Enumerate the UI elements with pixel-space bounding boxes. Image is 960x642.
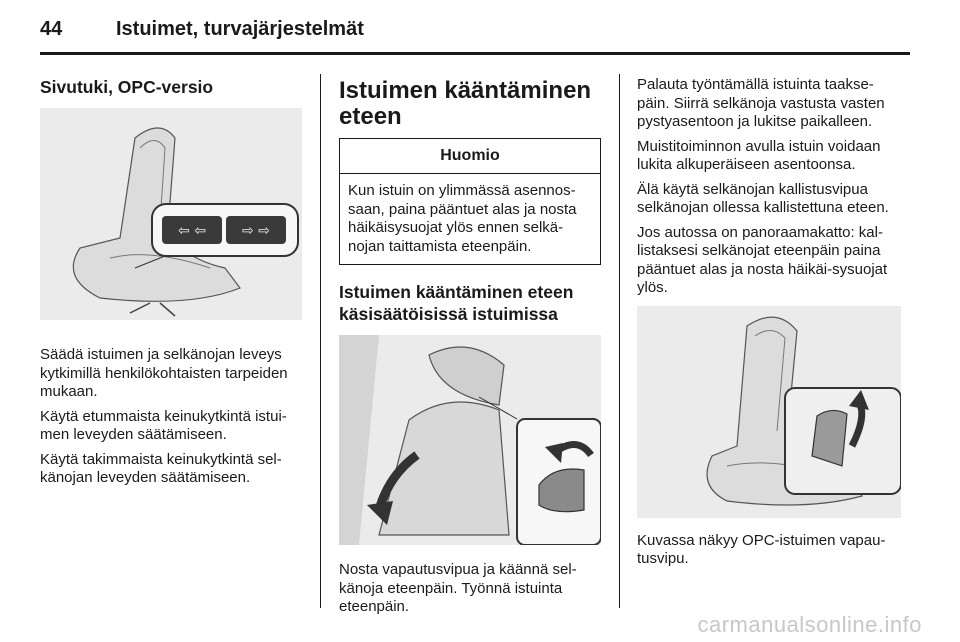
column-divider-1 xyxy=(320,74,321,608)
paragraph: Älä käytä selkänojan kallistusvipua selkänojan ollessa kallistettuna eteen. xyxy=(637,180,889,216)
subheading-line2: käsisäätöisissä istuimissa xyxy=(339,304,558,324)
watermark: carmanualsonline.info xyxy=(697,612,922,637)
section-heading-line1: Istuimen kääntäminen xyxy=(339,77,592,104)
paragraph: Nosta vapautusvipua ja käännä sel-känoja eteenpäin. Työnnä istuinta eteenpäin. xyxy=(339,561,577,615)
section-heading-line2: eteen xyxy=(339,103,402,130)
section-heading-side-support: Sivutuki, OPC-versio xyxy=(40,77,214,97)
header-rule xyxy=(40,52,910,55)
opc-release-lever-illustration xyxy=(637,306,901,518)
paragraph: Käytä etummaista keinukytkintä istui-men leveyden säätämiseen. xyxy=(40,407,287,443)
seat-folding-illustration xyxy=(339,335,601,545)
column-divider-2 xyxy=(619,74,620,608)
paragraph: Jos autossa on panoraamakatto: kal-listaksesi selkänojat eteenpäin paina pääntuet alas ja nosta häikäi-sysuojat ylös. xyxy=(637,223,888,296)
page-number: 44 xyxy=(40,18,63,40)
paragraph: Palauta työntämällä istuinta taakse-päin. Siirrä selkänoja vastusta vasten pystyasentoon ja lukitse paikalleen. xyxy=(637,76,885,130)
paragraph: Käytä takimmaista keinukytkintä sel-känojan leveyden säätämiseen. xyxy=(40,450,282,486)
svg-text:⇦ ⇦: ⇦ ⇦ xyxy=(178,223,206,239)
column-1 xyxy=(40,76,304,494)
paragraph: Säädä istuimen ja selkänojan leveys kytkimillä henkilökohtaisten tarpeiden mukaan. xyxy=(40,346,288,400)
subheading-line1: Istuimen kääntäminen eteen xyxy=(339,282,574,302)
column-3 xyxy=(637,76,905,575)
opc-seat-switch-illustration xyxy=(40,108,302,320)
image-caption: Kuvassa näkyy OPC-istuimen vapau-tusvipu. xyxy=(637,531,886,567)
note-box xyxy=(339,138,601,265)
svg-text:⇨ ⇨: ⇨ ⇨ xyxy=(242,223,270,239)
page-title: Istuimet, turvajärjestelmät xyxy=(116,18,364,40)
note-text: Kun istuin on ylimmässä asennos-saan, paina pääntuet alas ja nosta häikäisysuojat ylös ennen selkä-nojan taittamista eteenpäin. xyxy=(348,182,577,255)
column-2 xyxy=(339,78,603,623)
note-label: Huomio xyxy=(340,139,600,174)
paragraph: Muistitoiminnon avulla istuin voidaan lukita alkuperäiseen asentoonsa. xyxy=(637,137,881,173)
